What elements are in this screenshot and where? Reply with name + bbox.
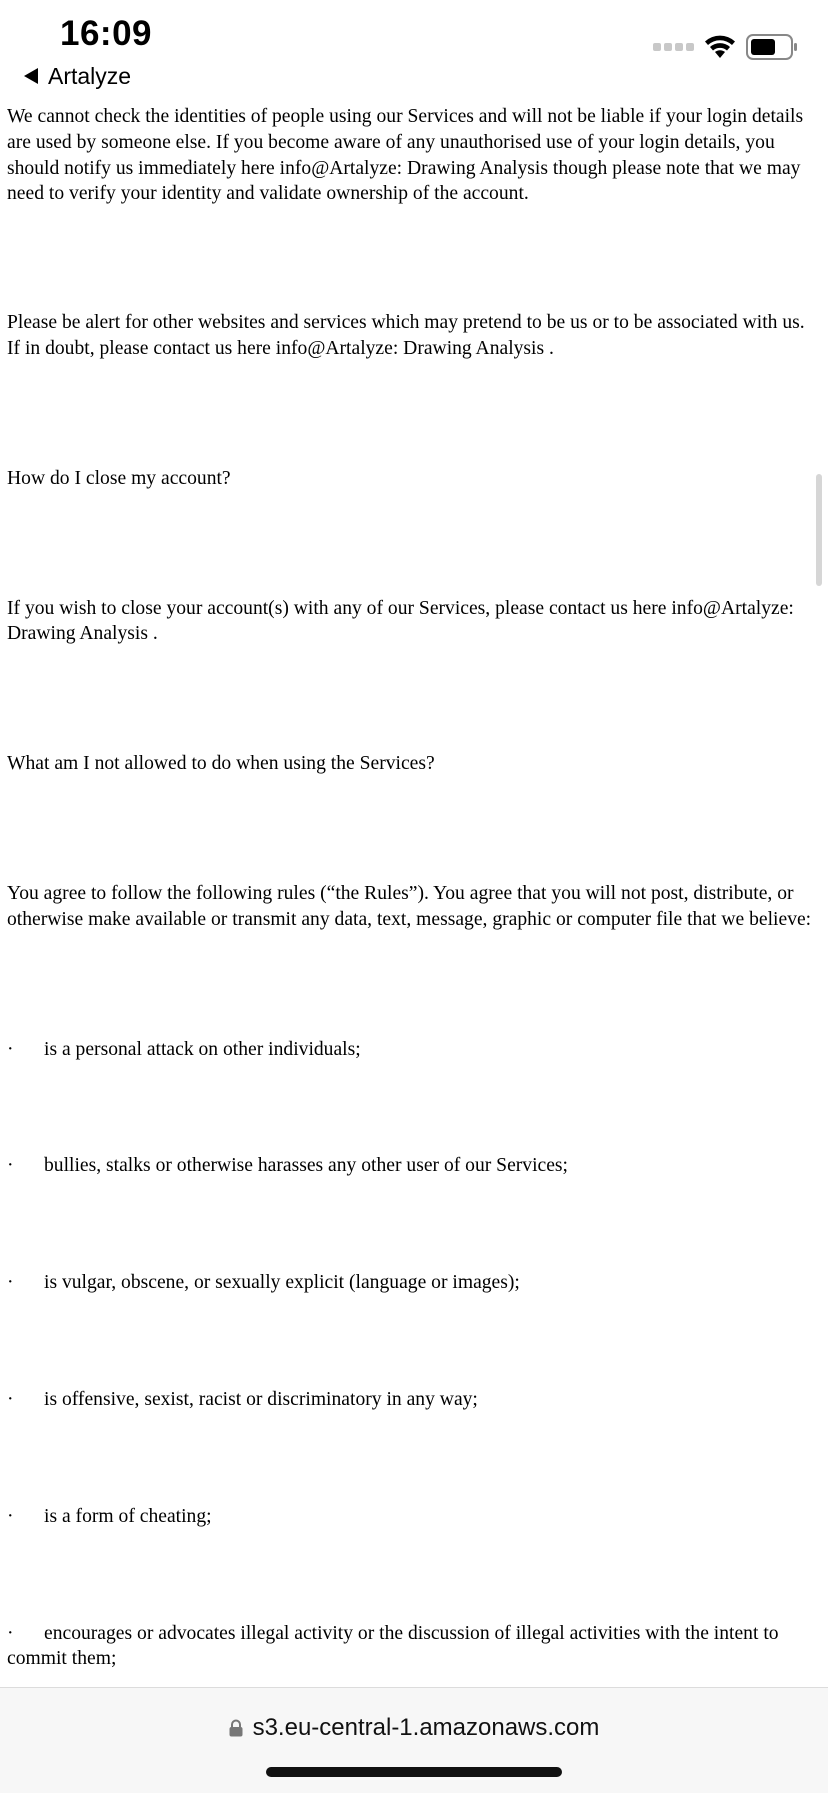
terms-content <box>7 104 822 1672</box>
paragraph-close-account: If you wish to close your account(s) with any of our Services, please contact us here info@Artalyze: Drawing Analysis . <box>7 597 794 645</box>
paragraph-alert: Please be alert for other websites and services which may pretend to be us or to be associated with us. If in doubt, please contact us here info@Artalyze: Drawing Analysis . <box>7 312 805 359</box>
wifi-icon <box>704 35 736 59</box>
browser-url-bar[interactable] <box>0 1687 828 1793</box>
url-text: s3.eu-central-1.amazonaws.com <box>252 1714 600 1741</box>
rule-item: · bullies, stalks or otherwise harasses any other user of our Services; <box>7 1153 822 1179</box>
bullet: · <box>7 1155 14 1177</box>
rule-item: · is a form of cheating; <box>7 1504 822 1530</box>
question-not-allowed: What am I not allowed to do when using the Services? <box>7 753 435 775</box>
bullet: · <box>7 1622 14 1644</box>
bullet: · <box>7 1038 14 1060</box>
home-indicator[interactable] <box>266 1767 562 1777</box>
back-app-label: Artalyze <box>48 62 132 89</box>
rule-item: · is offensive, sexist, racist or discriminatory in any way; <box>7 1387 822 1413</box>
status-bar <box>0 0 828 100</box>
status-icons <box>653 34 798 60</box>
rule-item: · is a personal attack on other individuals; <box>7 1037 822 1063</box>
rule-item: · encourages or advocates illegal activity or the discussion of illegal activities with the intent to commit them; <box>7 1622 779 1670</box>
bullet: · <box>7 1505 14 1527</box>
scroll-indicator[interactable] <box>816 474 822 586</box>
address-field[interactable] <box>0 1714 828 1742</box>
bullet: · <box>7 1272 14 1294</box>
paragraph-login-details: We cannot check the identities of people using our Services and will not be liable if your login details are used by someone else. If you become aware of any unauthorised use of your login details, you should notify us immediately here info@Artalyze: Drawing Analysis though please note that we may need to verify your identity and validate ownership of the account. <box>7 106 804 205</box>
paragraph-rules-intro: You agree to follow the following rules (“the Rules”). You agree that you will not post, distribute, or otherwise make available or transmit any data, text, message, graphic or computer file that we believe: <box>7 882 812 930</box>
question-close-account: How do I close my account? <box>7 467 231 489</box>
back-triangle-icon <box>24 68 38 84</box>
rule-item: · is vulgar, obscene, or sexually explicit (language or images); <box>7 1270 822 1296</box>
back-to-app-button[interactable] <box>24 60 131 92</box>
lock-icon <box>229 1719 243 1737</box>
status-time: 16:09 <box>60 14 153 53</box>
signal-icon <box>653 43 694 51</box>
bullet: · <box>7 1388 14 1410</box>
battery-icon <box>746 34 798 60</box>
